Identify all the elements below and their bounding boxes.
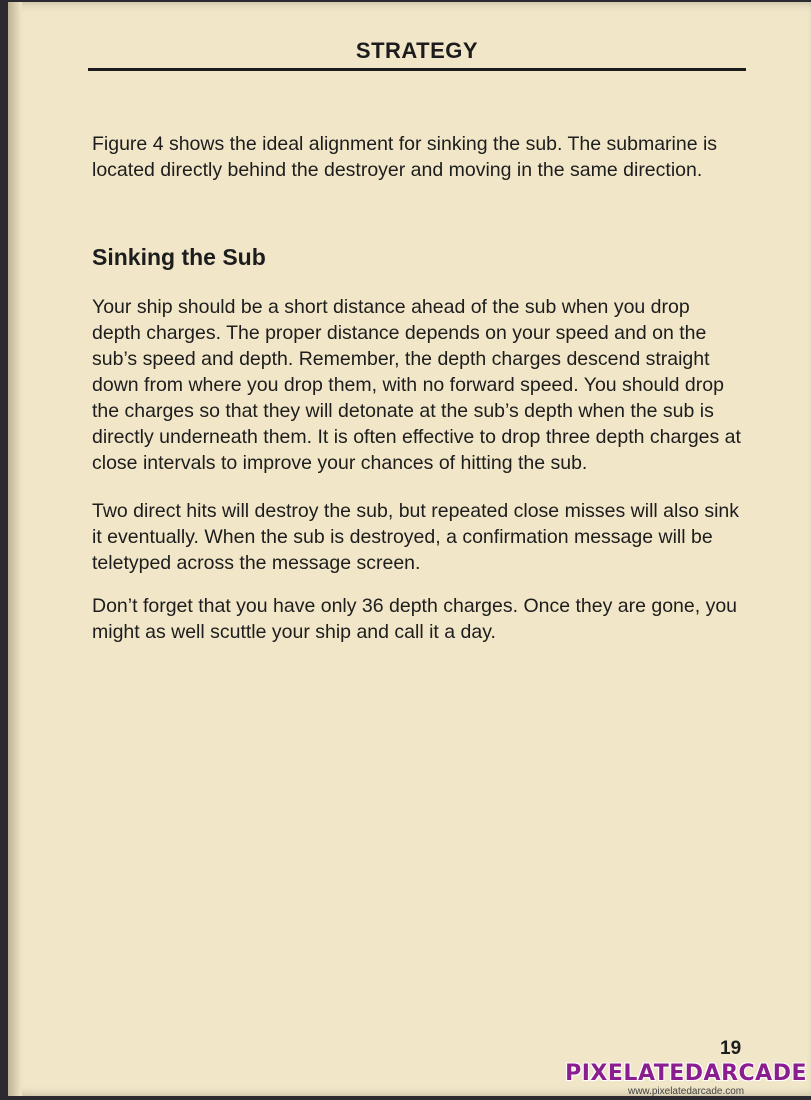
watermark-url: www.pixelatedarcade.com	[627, 1086, 745, 1097]
watermark-logo: PIXELATEDARCADE	[565, 1061, 807, 1086]
page-header-title: STRATEGY	[355, 38, 479, 63]
header-rule	[88, 68, 746, 71]
binding-gutter	[8, 2, 22, 1096]
manual-page	[8, 2, 811, 1096]
section-paragraph-3: Don’t forget that you have only 36 depth charges. Once they are gone, you might as well scuttle your ship and call it a day.	[92, 595, 738, 643]
section-heading: Sinking the Sub	[92, 244, 266, 270]
section-paragraph-2: Two direct hits will destroy the sub, but repeated close misses will also sink it eventually. When the sub is destroyed, a confirmation message will be teletyped across the message screen.	[92, 500, 740, 574]
section-paragraph-1: Your ship should be a short distance ahead of the sub when you drop depth charges. The proper distance depends on your speed and on the sub’s speed and depth. Remember, the depth charges descend straight down from where you drop them, with no forward speed. You should drop the charges so that they will detonate at the sub’s depth when the sub is directly underneath them. It is often effective to drop three depth charges at close intervals to improve your chances of hitting the sub.	[92, 296, 741, 474]
page-number: 19	[720, 1038, 742, 1059]
site-watermark	[565, 1062, 807, 1097]
intro-paragraph: Figure 4 shows the ideal alignment for sinking the sub. The submarine is located directly behind the destroyer and moving in the same direction.	[92, 133, 718, 181]
